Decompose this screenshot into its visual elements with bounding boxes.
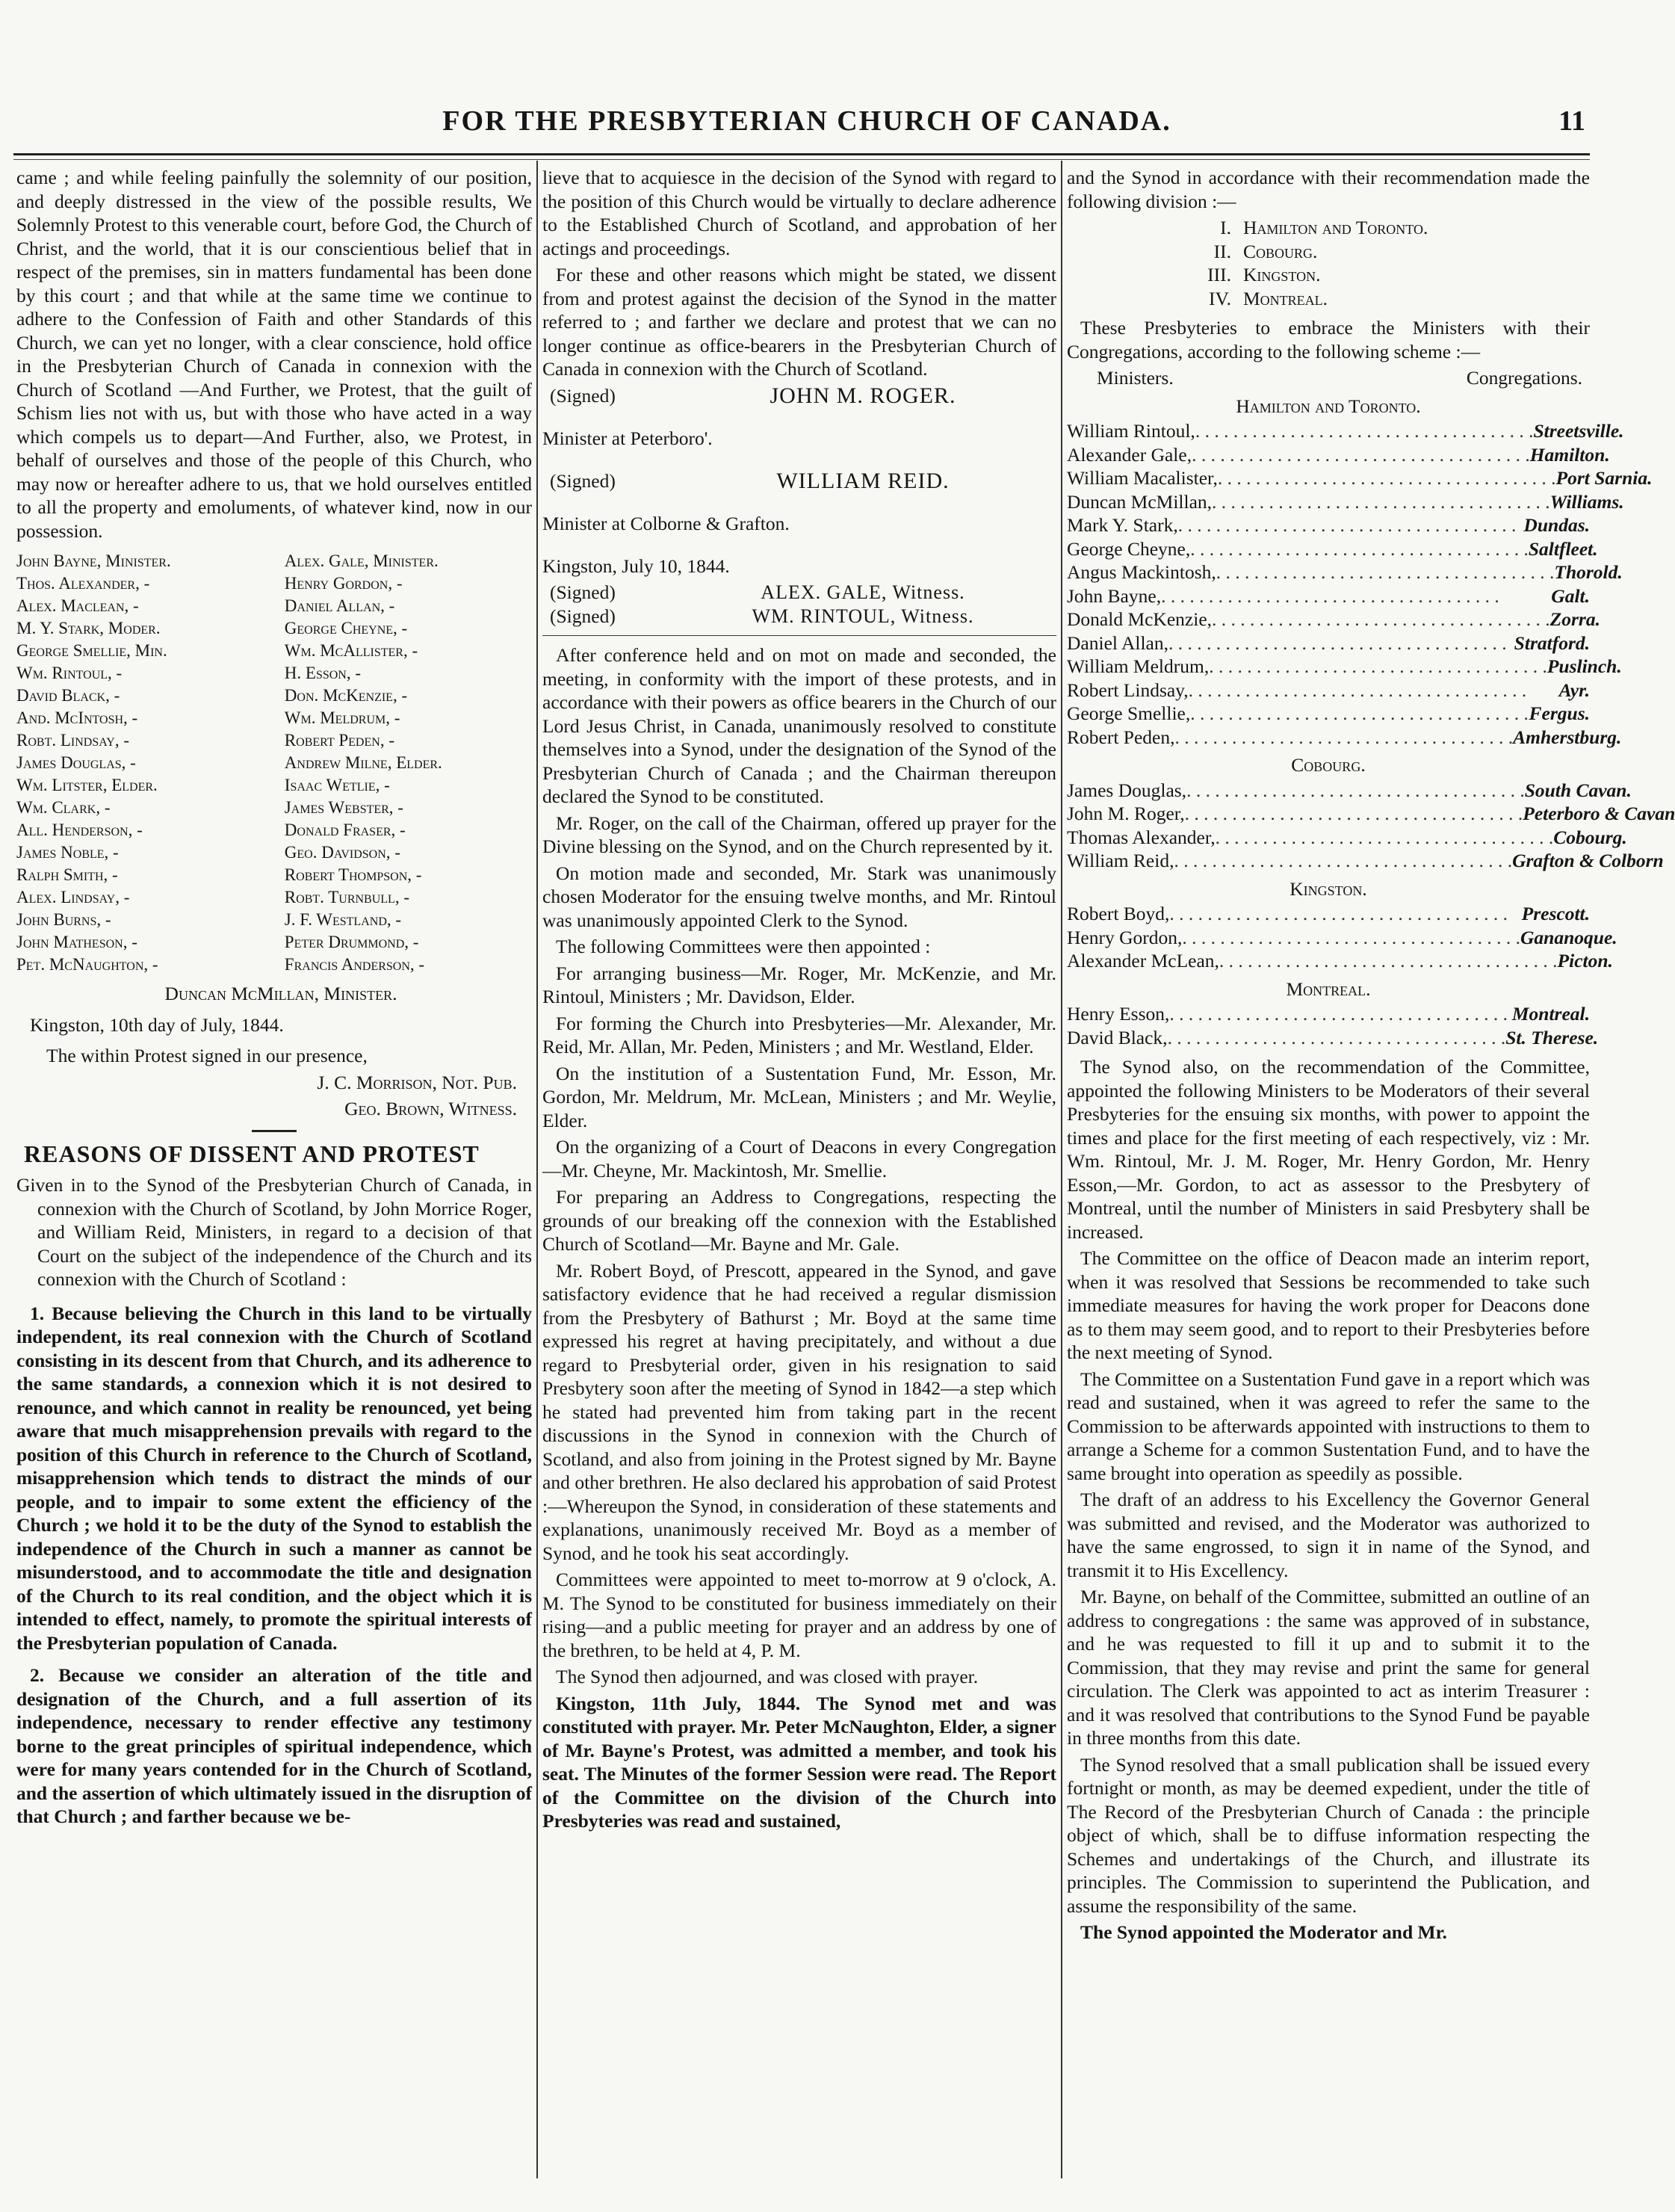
- minister-name: George Smellie,: [1067, 702, 1191, 724]
- signatory-name: Thos. Alexander, -: [16, 574, 150, 593]
- scheme-row: [1067, 513, 1590, 537]
- leader-dots: . . . . . . . . . . . . . . . . . . . . . . . . . . . . . . . . . . . .: [1174, 850, 1513, 871]
- signatory-name: And. McIntosh, -: [16, 708, 138, 727]
- section-divider: [252, 1130, 297, 1132]
- col2-para-1: lieve that to acquiesce in the decision of the Synod with regard to the position of this Church would be virtually to declare adherence to the Established Church of Scotland, and approbation of her actings and proceedings.: [542, 167, 1056, 259]
- signatories-list: [16, 550, 532, 976]
- signatory-name: Ralph Smith, -: [16, 865, 118, 884]
- scheme-row: [1067, 560, 1623, 584]
- scheme-row: [1067, 537, 1598, 561]
- col2-para-13: Committees were appointed to meet to-morrow at 9 o'clock, A. M. The Synod to be constituted for business immediately on their rising—and a public meeting for prayer and an address by one of the brethren, to be held at 4, P. M.: [542, 1569, 1056, 1661]
- presbytery-number: II.: [1213, 240, 1231, 262]
- congregation-name: Streetsville.: [1533, 420, 1624, 442]
- leader-dots: . . . . . . . . . . . . . . . . . . . . . . . . . . . . . . . . . . . .: [1216, 561, 1555, 583]
- signatory-name: Andrew Milne, Elder.: [284, 753, 442, 772]
- congregation-name: Peterboro & Cavan: [1523, 803, 1675, 824]
- congregation-name: Saltfleet.: [1528, 537, 1598, 560]
- signatory-name: Robt. Lindsay, -: [16, 731, 130, 750]
- witness-intro: The within Protest signed in our presence,: [46, 1045, 368, 1066]
- signatory-name: Wm. McAllister, -: [284, 641, 418, 660]
- col2-para-15: Kingston, 11th July, 1844. The Synod met and was constituted with prayer. Mr. Peter McNaughton, Elder, a signer of Mr. Bayne's Protest, was admitted a member, and took his seat. The Minutes of the former Session were read. The Report of the Committee on the division of the Church into Presbyteries was read and sustained,: [542, 1692, 1056, 1832]
- leader-dots: . . . . . . . . . . . . . . . . . . . . . . . . . . . . . . . . . . . .: [1182, 926, 1521, 948]
- leader-dots: . . . . . . . . . . . . . . . . . . . . . . . . . . . . . . . . . . . .: [1217, 467, 1556, 489]
- minister-name: William Rintoul,: [1067, 420, 1195, 442]
- minister-name: Duncan McMillan,: [1067, 490, 1213, 513]
- signatory-name: George Smellie, Min.: [16, 641, 167, 660]
- presbytery-item: [1179, 240, 1590, 264]
- col3-para-3: The Synod also, on the recommendation of the Committee, appointed the following Ministers to be Moderators of their several Presbyteries for the ensuing six months, with power to appoint the times and place for the first meeting of each respectively, viz : Mr. Wm. Rintoul, Mr. J. M. Roger, Mr. Henry Gordon, Mr. Henry Esson,—Mr. Gordon, to act as assessor to the Presbytery of Montreal, until the number of Ministers in said Presbytery shall be increased.: [1067, 1056, 1590, 1243]
- signed-label: (Signed): [550, 605, 616, 627]
- minister-name: William Meldrum,: [1067, 655, 1210, 677]
- congregation-name: South Cavan.: [1524, 779, 1632, 801]
- column-2: [542, 166, 1056, 2184]
- scheme-row: [1067, 679, 1590, 702]
- presbytery-name: Kingston.: [1243, 264, 1321, 285]
- signatory-name: Wm. Meldrum, -: [284, 708, 400, 727]
- congregation-name: Puslinch.: [1546, 655, 1622, 677]
- last-signatory: Duncan McMillan, Minister.: [164, 983, 397, 1004]
- page-header-title: FOR THE PRESBYTERIAN CHURCH OF CANADA.: [442, 105, 1171, 137]
- leader-dots: . . . . . . . . . . . . . . . . . . . . . . . . . . . . . . . . . . . .: [1169, 1003, 1508, 1025]
- presbytery-name: Montreal.: [1243, 287, 1328, 309]
- section-divider: [542, 635, 1056, 636]
- scheme-row: [1067, 702, 1590, 726]
- signatory-name: Wm. Litster, Elder.: [16, 776, 158, 794]
- minister-name: Alexander Gale,: [1067, 443, 1192, 466]
- scheme-row: [1067, 419, 1624, 443]
- col3-para-7: Mr. Bayne, on behalf of the Committee, submitted an outline of an address to congregations : the same was approved of in substance, and he was requested to fill it up and to submit it to the Commission, that they may revise and print the same for general circulation. The Clerk was appointed to act as interim Treasurer : and it was resolved that contributions to the Synod Fund be payable in three months from this date.: [1067, 1586, 1590, 1749]
- col3-para-2: These Presbyteries to embrace the Ministers with their Congregations, according to the following scheme :—: [1067, 317, 1590, 362]
- minister-name: Donald McKenzie,: [1067, 608, 1213, 630]
- presbytery-name: Hamilton and Toronto.: [1243, 217, 1428, 238]
- scheme-row: [1067, 849, 1664, 873]
- signatory-name: Francis Anderson, -: [284, 955, 425, 974]
- witness-2-name: WM. RINTOUL, Witness.: [752, 605, 974, 627]
- reasons-intro: Given in to the Synod of the Presbyterian Church of Canada, in connexion with the Church of Scotland, by John Morrice Roger, and William Reid, Ministers, in regard to a decision of that Court on the subject of the independence of the Church and its connexion with the Church of Scotland :: [16, 1174, 532, 1290]
- witness-row-1: [542, 581, 1056, 605]
- col3-para-8: The Synod resolved that a small publication shall be issued every fortnight or month, as may be deemed expedient, under the title of The Record of the Presbyterian Church of Canada : the principle object of which, shall be to diffuse information respecting the Schemes and undertakings of the Church, and illustrate its principles. The Commission to superintend the Publication, and assume the responsibility of the same.: [1067, 1753, 1590, 1917]
- column-1: [16, 166, 532, 2184]
- leader-dots: . . . . . . . . . . . . . . . . . . . . . . . . . . . . . . . . . . . .: [1190, 702, 1529, 724]
- witness-1: J. C. Morrison, Not. Pub.: [317, 1071, 517, 1093]
- scheme-row: [1067, 802, 1675, 826]
- scheme-section-heading: Kingston.: [1289, 877, 1367, 900]
- signatory-name: James Webster, -: [284, 798, 403, 817]
- reason-1: 1. Because believing the Church in this land to be virtually independent, its real connexion with the Church of Scotland consisting in its descent from that Church, and its adherence to the same standards, a connexion which it is not desired to renounce, and which cannot in reality be renounced, yet being aware that much misapprehension prevails with regard to the position of this Church in reference to the Church of Scotland, misapprehension which tends to distract the minds of our people, and to impair to some extent the efficiency of the Church ; we hold it to be the duty of the Synod to establish the independence of the Church in such a manner as cannot be misunderstood, and to accommodate the title and designation of the Church to its real condition, and the object which it is intended to effect, namely, to promote the spiritual interests of the Presbyterian population of Canada.: [16, 1302, 532, 1654]
- signatory-name: Daniel Allan, -: [284, 596, 395, 615]
- signatory-name: Donald Fraser, -: [284, 821, 406, 839]
- scheme-row: [1067, 443, 1610, 467]
- signatory-name: Wm. Clark, -: [16, 798, 111, 817]
- signatory-name: M. Y. Stark, Moder.: [16, 619, 161, 637]
- leader-dots: . . . . . . . . . . . . . . . . . . . . . . . . . . . . . . . . . . . .: [1209, 655, 1547, 677]
- congregation-name: Thorold.: [1554, 561, 1623, 583]
- congregation-name: Prescott.: [1521, 903, 1590, 924]
- leader-dots: . . . . . . . . . . . . . . . . . . . . . . . . . . . . . . . . . . . .: [1184, 803, 1523, 824]
- leader-dots: . . . . . . . . . . . . . . . . . . . . . . . . . . . . . . . . . . . .: [1192, 443, 1530, 466]
- signer-1: [542, 384, 1056, 408]
- leader-dots: . . . . . . . . . . . . . . . . . . . . . . . . . . . . . . . . . . . .: [1212, 490, 1550, 513]
- congregation-name: Grafton & Colborn: [1512, 850, 1664, 871]
- presbytery-list: [1179, 216, 1590, 310]
- congregation-name: Hamilton.: [1529, 443, 1610, 466]
- leader-dots: . . . . . . . . . . . . . . . . . . . . . . . . . . . . . . . . . . . .: [1195, 420, 1534, 442]
- scheme-row: [1067, 926, 1617, 950]
- col3-para-6: The draft of an address to his Excellency the Governor General was submitted and revised, and the Moderator was authorized to have the same engrossed, to sign it in name of the Synod, and transmit it to His Excellency.: [1067, 1489, 1590, 1581]
- protest-text: came ; and while feeling painfully the solemnity of our position, and deeply distressed in the view of the possible results, We Solemnly Protest to this venerable court, before God, the Church of Christ, and the world, that it is our conscientious belief that in respect of the premises, sin in matters fundamental has been done by this court ; and that while at the same time we continue to adhere to the Confession of Faith and other Standards of this Church, we can yet no longer, with a clear conscience, hold office in the Presbyterian Church of Canada in connexion with the Church of Scotland —And Further, we Protest, that the guilt of Schism lies not with us, but with those who have acted in a way which compels us to depart—And Further, also, we Protest, in behalf of ourselves and those of the people of this Church, who may now or hereafter adhere to us, that we hold ourselves entitled to all the property and emoluments, of whatever kind, now in our possession.: [16, 167, 532, 542]
- leader-dots: . . . . . . . . . . . . . . . . . . . . . . . . . . . . . . . . . . . .: [1215, 826, 1554, 848]
- signatory-name: David Black, -: [16, 686, 120, 705]
- col3-para-4: The Committee on the office of Deacon made an interim report, when it was resolved that Sessions be recommended to take such immediate measures for having the work proper for Deacons done as to them may seem good, and to report to their Presbyteries before the next meeting of Synod.: [1067, 1247, 1590, 1363]
- col2-para-4: Mr. Roger, on the call of the Chairman, offered up prayer for the Divine blessing on the Synod, and on the Church represented by it.: [542, 812, 1056, 857]
- minister-name: Henry Gordon,: [1067, 926, 1183, 948]
- minister-name: James Douglas,: [1067, 779, 1187, 801]
- minister-name: David Black,: [1067, 1026, 1168, 1048]
- signatory-name: H. Esson, -: [284, 664, 362, 682]
- page-number: 11: [1558, 105, 1585, 137]
- signer-2-title: Minister at Colborne & Grafton.: [542, 512, 790, 534]
- minister-name: Mark Y. Stark,: [1067, 514, 1178, 536]
- presbytery-name: Cobourg.: [1243, 240, 1318, 262]
- signatory-name: James Douglas, -: [16, 753, 136, 772]
- congregations-column-header: Congregations.: [1466, 367, 1582, 389]
- leader-dots: . . . . . . . . . . . . . . . . . . . . . . . . . . . . . . . . . . . .: [1219, 950, 1558, 971]
- minister-name: William Reid,: [1067, 850, 1174, 871]
- signatory-name: Peter Drummond, -: [284, 933, 419, 951]
- minister-name: John Bayne,: [1067, 584, 1162, 607]
- presbytery-number: III.: [1207, 264, 1231, 285]
- signatory-name: James Noble, -: [16, 843, 119, 862]
- col2-para-5: On motion made and seconded, Mr. Stark was unanimously chosen Moderator for the ensuing twelve months, and Mr. Rintoul was unanimously appointed Clerk to the Synod.: [542, 862, 1056, 931]
- signatory-name: John Burns, -: [16, 910, 111, 929]
- col2-para-12: Mr. Robert Boyd, of Prescott, appeared in the Synod, and gave satisfactory evidence that he had received a regular dismission from the Presbytery of Bathurst ; Mr. Boyd at the same time expressed his regret at having precipitately, and without a due regard to Presbyterial order, given in his resignation to said Presbytery soon after the meeting of Synod in 1842—a step which he stated had prevented him from taking part in the recent discussions in the Synod in connexion with the Church of Scotland, and also from joining in the Protest signed by Mr. Bayne and other brethren. He also declared his approbation of said Protest :—Whereupon the Synod, in consideration of these statements and explanations, unanimously received Mr. Boyd as a member of Synod, and he took his seat accordingly.: [542, 1259, 1056, 1564]
- presbytery-number: I.: [1220, 217, 1231, 238]
- presbytery-scheme-table: [1067, 366, 1675, 1049]
- signatory-name: Alex. Lindsay, -: [16, 888, 130, 906]
- presbytery-number: IV.: [1209, 287, 1231, 309]
- leader-dots: . . . . . . . . . . . . . . . . . . . . . . . . . . . . . . . . . . . .: [1174, 726, 1514, 748]
- congregation-name: Amherstburg.: [1513, 726, 1622, 748]
- col3-para-5: The Committee on a Sustentation Fund gave in a report which was read and sustained, when it was agreed to refer the same to the Commission to be afterwards appointed with instructions to them to arrange a Scheme for a common Sustentation Fund, and to have the same brought into operation as speedily as possible.: [1067, 1368, 1590, 1484]
- scheme-section-heading: Montreal.: [1286, 977, 1371, 1000]
- signatory-name: Henry Gordon, -: [284, 574, 403, 593]
- column-3: [1067, 166, 1675, 2184]
- reasons-place-date: Kingston, July 10, 1844.: [542, 554, 730, 577]
- col2-para-11: For preparing an Address to Congregations, respecting the grounds of our breaking off the connexion with the Established Church of Scotland—Mr. Bayne and Mr. Gale.: [542, 1186, 1056, 1255]
- scheme-row: [1067, 490, 1624, 514]
- ministers-column-header: Ministers.: [1097, 367, 1174, 389]
- signatory-name: Robert Thompson, -: [284, 865, 422, 884]
- leader-dots: . . . . . . . . . . . . . . . . . . . . . . . . . . . . . . . . . . . .: [1188, 679, 1527, 701]
- signatory-name: Robt. Turnbull, -: [284, 888, 409, 906]
- col2-para-9: On the institution of a Sustentation Fund, Mr. Esson, Mr. Gordon, Mr. Meldrum, Mr. McLean, Ministers ; and Mr. Weylie, Elder.: [542, 1062, 1056, 1131]
- minister-name: William Macalister,: [1067, 467, 1218, 489]
- congregation-name: Ayr.: [1558, 679, 1590, 701]
- congregation-name: Picton.: [1557, 950, 1613, 971]
- signatory-name: All. Henderson, -: [16, 821, 143, 839]
- scheme-row: [1067, 466, 1653, 490]
- signed-label: (Signed): [550, 384, 616, 407]
- reasons-heading: REASONS OF DISSENT AND PROTEST: [24, 1140, 480, 1167]
- scheme-row: [1067, 655, 1622, 679]
- col3-para-9: The Synod appointed the Moderator and Mr.: [1080, 1921, 1447, 1943]
- presbytery-item: [1179, 287, 1590, 311]
- scheme-table-header: [1067, 366, 1590, 390]
- signatory-name: John Matheson, -: [16, 933, 137, 951]
- signatory-name: John Bayne, Minister.: [16, 552, 171, 570]
- leader-dots: . . . . . . . . . . . . . . . . . . . . . . . . . . . . . . . . . . . .: [1186, 779, 1525, 801]
- col3-para-1: and the Synod in accordance with their recommendation made the following division :—: [1067, 167, 1590, 212]
- scheme-row: [1067, 584, 1590, 608]
- col2-para-2: For these and other reasons which might be stated, we dissent from and protest against the decision of the Synod in the matter referred to ; and farther we declare and protest that we can no longer continue as office-bearers in the Presbyterian Church of Canada in connexion with the Church of Scotland.: [542, 264, 1056, 380]
- presbytery-item: [1179, 216, 1590, 240]
- leader-dots: . . . . . . . . . . . . . . . . . . . . . . . . . . . . . . . . . . . .: [1168, 631, 1507, 654]
- minister-name: Alexander McLean,: [1067, 950, 1219, 971]
- scheme-section-heading: Cobourg.: [1291, 754, 1366, 776]
- reason-2: 2. Because we consider an alteration of the title and designation of the Church, and a full assertion of its independence, necessary to render effective any testimony borne to the great principles of spiritual independence, which were for many years contended for in the Church of Scotland, and the assertion of which ultimately issued in the disruption of that Church ; and farther because we be-: [16, 1664, 532, 1827]
- column-divider-1: [536, 161, 538, 2178]
- scheme-row: [1067, 826, 1627, 850]
- congregation-name: St. Therese.: [1505, 1026, 1599, 1048]
- congregation-name: Dundas.: [1523, 514, 1590, 536]
- protest-place-date: Kingston, 10th day of July, 1844.: [30, 1013, 284, 1036]
- congregation-name: Fergus.: [1529, 702, 1590, 724]
- congregation-name: Stratford.: [1514, 631, 1590, 654]
- col2-para-14: The Synod then adjourned, and was closed with prayer.: [556, 1666, 979, 1687]
- presbytery-item: [1179, 263, 1590, 287]
- signatory-name: George Cheyne, -: [284, 619, 408, 637]
- scheme-row: [1067, 631, 1590, 655]
- congregation-name: Gananoque.: [1520, 926, 1617, 948]
- signatory-name: Alex. Gale, Minister.: [284, 552, 439, 570]
- col2-para-7: For arranging business—Mr. Roger, Mr. McKenzie, and Mr. Rintoul, Ministers ; Mr. Davidson, Elder.: [542, 962, 1056, 1007]
- witness-row-2: [542, 605, 1056, 628]
- witness-1-name: ALEX. GALE, Witness.: [761, 581, 965, 603]
- minister-name: Henry Esson,: [1067, 1003, 1170, 1025]
- congregation-name: Montreal.: [1511, 1003, 1590, 1025]
- congregation-name: Galt.: [1551, 584, 1590, 607]
- congregation-name: Port Sarnia.: [1555, 467, 1653, 489]
- col2-para-6: The following Committees were then appointed :: [556, 936, 931, 957]
- minister-name: Daniel Allan,: [1067, 631, 1168, 654]
- scheme-row: [1067, 608, 1600, 631]
- congregation-name: Zorra.: [1549, 608, 1600, 630]
- signatory-name: Pet. McNaughton, -: [16, 955, 158, 974]
- header-rule-thin: [13, 159, 1590, 160]
- minister-name: Thomas Alexander,: [1067, 826, 1216, 848]
- congregation-name: Cobourg.: [1553, 826, 1627, 848]
- scheme-row: [1067, 1026, 1599, 1050]
- minister-name: George Cheyne,: [1067, 537, 1191, 560]
- scheme-row: [1067, 1002, 1590, 1026]
- scheme-section-heading: Hamilton and Toronto.: [1236, 395, 1421, 417]
- signatory-name: Geo. Davidson, -: [284, 843, 400, 862]
- minister-name: Robert Boyd,: [1067, 903, 1170, 924]
- col2-para-10: On the organizing of a Court of Deacons in every Congregation—Mr. Cheyne, Mr. Mackintosh, Mr. Smellie.: [542, 1136, 1056, 1181]
- column-divider-2: [1061, 161, 1062, 2178]
- scheme-row: [1067, 726, 1622, 750]
- signatory-name: Alex. Maclean, -: [16, 596, 139, 615]
- leader-dots: . . . . . . . . . . . . . . . . . . . . . . . . . . . . . . . . . . . .: [1161, 584, 1499, 607]
- witness-2: Geo. Brown, Witness.: [344, 1098, 517, 1119]
- minister-name: Robert Lindsay,: [1067, 679, 1189, 701]
- leader-dots: . . . . . . . . . . . . . . . . . . . . . . . . . . . . . . . . . . . .: [1190, 537, 1529, 560]
- signer-1-name: JOHN M. ROGER.: [770, 383, 956, 408]
- signed-label: (Signed): [550, 469, 616, 492]
- signer-2: [542, 469, 1056, 493]
- signer-1-title: Minister at Peterboro'.: [542, 427, 713, 449]
- signatory-name: Don. McKenzie, -: [284, 686, 408, 705]
- col2-para-8: For forming the Church into Presbyteries—Mr. Alexander, Mr. Reid, Mr. Allan, Mr. Peden, Ministers ; and Mr. Westland, Elder.: [542, 1012, 1056, 1057]
- minister-name: Robert Peden,: [1067, 726, 1175, 748]
- congregation-name: Williams.: [1549, 490, 1624, 513]
- leader-dots: . . . . . . . . . . . . . . . . . . . . . . . . . . . . . . . . . . . .: [1177, 514, 1517, 536]
- signatory-name: Isaac Wetlie, -: [284, 776, 390, 794]
- signatory-name: Wm. Rintoul, -: [16, 664, 123, 682]
- leader-dots: . . . . . . . . . . . . . . . . . . . . . . . . . . . . . . . . . . . .: [1169, 903, 1508, 924]
- header-rule: [13, 153, 1590, 155]
- scheme-row: [1067, 902, 1590, 926]
- signatory-name: J. F. Westland, -: [284, 910, 402, 929]
- col2-para-3: After conference held and on mot on made and seconded, the meeting, in conformity with the import of these protests, and in accordance with their powers as office bearers in the Church of our Lord Jesus Christ, in Canada, unanimously resolved to constitute themselves into a Synod, under the designation of the Synod of the Presbyterian Church of Canada ; and the Chairman thereupon declared the Synod to be constituted.: [542, 644, 1056, 807]
- minister-name: Angus Mackintosh,: [1067, 561, 1216, 583]
- minister-name: John M. Roger,: [1067, 803, 1185, 824]
- signer-2-name: WILLIAM REID.: [776, 468, 950, 493]
- leader-dots: . . . . . . . . . . . . . . . . . . . . . . . . . . . . . . . . . . . .: [1212, 608, 1550, 630]
- signatory-name: Robert Peden, -: [284, 731, 394, 750]
- leader-dots: . . . . . . . . . . . . . . . . . . . . . . . . . . . . . . . . . . . .: [1167, 1026, 1506, 1048]
- signed-label: (Signed): [550, 581, 616, 603]
- scheme-row: [1067, 779, 1632, 803]
- scheme-row: [1067, 949, 1613, 973]
